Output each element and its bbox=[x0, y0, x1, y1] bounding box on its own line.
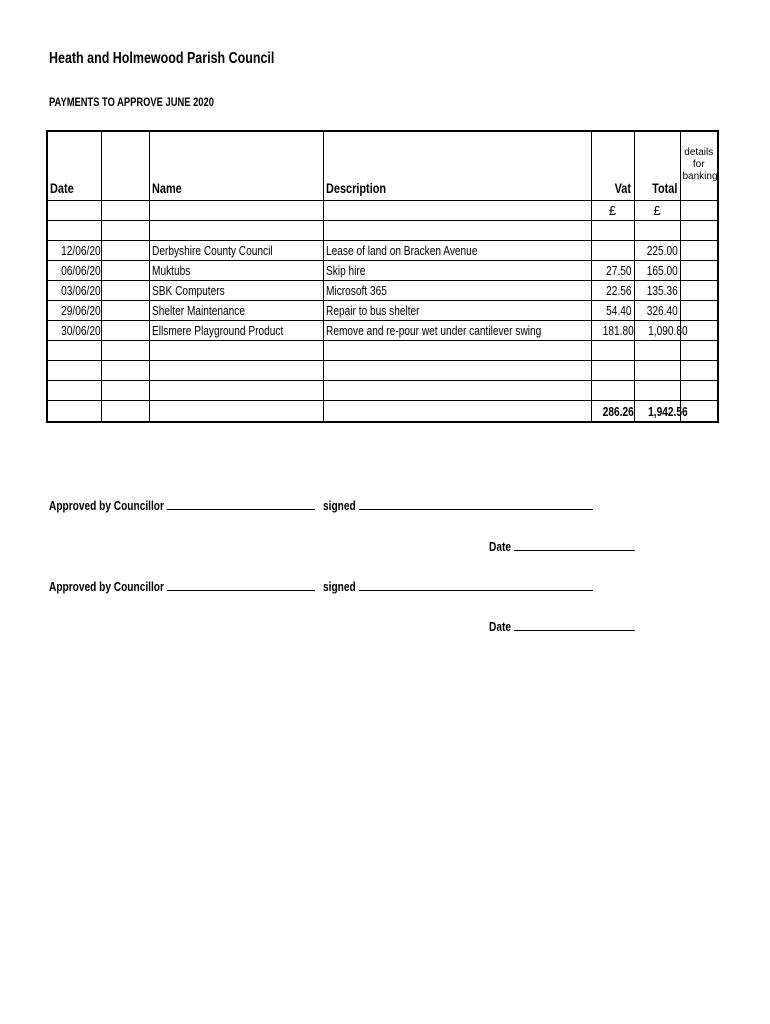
empty-row bbox=[47, 341, 718, 361]
payment-description: Skip hire bbox=[323, 261, 591, 281]
date-1-line[interactable] bbox=[514, 538, 635, 551]
empty-row bbox=[47, 381, 718, 401]
banking-cell bbox=[680, 241, 718, 261]
payments-table bbox=[46, 130, 719, 423]
header-blank bbox=[101, 131, 149, 201]
document-subtitle: PAYMENTS TO APPROVE JUNE 2020 bbox=[49, 95, 214, 109]
payment-description: Repair to bus shelter bbox=[323, 301, 591, 321]
vat-currency: £ bbox=[591, 201, 634, 221]
payment-date: 03/06/20 bbox=[47, 281, 101, 301]
payee-name: Ellsmere Playground Product bbox=[149, 321, 323, 341]
table-row bbox=[47, 261, 718, 281]
council-title: Heath and Holmewood Parish Council bbox=[49, 50, 275, 67]
banking-cell bbox=[680, 281, 718, 301]
empty-row bbox=[47, 221, 718, 241]
approval-1-councillor: Approved by Councillor bbox=[49, 497, 390, 513]
totals-row bbox=[47, 401, 718, 423]
blank-cell bbox=[101, 301, 149, 321]
header-name: Name bbox=[149, 131, 323, 201]
payment-total: 1,090.80 bbox=[634, 321, 680, 341]
payment-description: Microsoft 365 bbox=[323, 281, 591, 301]
payment-total: 165.00 bbox=[634, 261, 680, 281]
payment-date: 29/06/20 bbox=[47, 301, 101, 321]
table-header-row bbox=[47, 131, 718, 201]
table-row bbox=[47, 241, 718, 261]
payment-total: 135.36 bbox=[634, 281, 680, 301]
payee-name: Derbyshire County Council bbox=[149, 241, 323, 261]
payment-date: 12/06/20 bbox=[47, 241, 101, 261]
payment-total: 326.40 bbox=[634, 301, 680, 321]
payment-description: Lease of land on Bracken Avenue bbox=[323, 241, 591, 261]
empty-row bbox=[47, 361, 718, 381]
header-total: Total bbox=[634, 131, 680, 201]
blank-cell bbox=[101, 321, 149, 341]
payee-name: SBK Computers bbox=[149, 281, 323, 301]
blank-cell bbox=[101, 241, 149, 261]
payment-vat: 181.80 bbox=[591, 321, 634, 341]
payment-vat: 22.56 bbox=[591, 281, 634, 301]
approval-2-councillor: Approved by Councillor bbox=[49, 578, 390, 594]
approval-1-signed: signed bbox=[323, 497, 669, 513]
approval-2-date: Date bbox=[489, 618, 676, 634]
payee-name: Muktubs bbox=[149, 261, 323, 281]
approval-1-date: Date bbox=[489, 538, 676, 554]
payment-date: 30/06/20 bbox=[47, 321, 101, 341]
blank-cell bbox=[101, 261, 149, 281]
blank-cell bbox=[101, 281, 149, 301]
signed-1-line[interactable] bbox=[359, 497, 593, 510]
approval-2-signed: signed bbox=[323, 578, 669, 594]
grand-total: 1,942.56 bbox=[634, 401, 680, 423]
payment-vat: 54.40 bbox=[591, 301, 634, 321]
table-row bbox=[47, 321, 718, 341]
vat-total: 286.26 bbox=[591, 401, 634, 423]
currency-row bbox=[47, 201, 718, 221]
header-date: Date bbox=[47, 131, 101, 201]
signed-2-line[interactable] bbox=[359, 578, 593, 591]
councillor-2-line[interactable] bbox=[167, 578, 315, 591]
councillor-1-line[interactable] bbox=[167, 497, 315, 510]
table-row bbox=[47, 301, 718, 321]
payee-name: Shelter Maintenance bbox=[149, 301, 323, 321]
payment-total: 225.00 bbox=[634, 241, 680, 261]
header-banking: details for banking bbox=[680, 131, 718, 201]
total-currency: £ bbox=[634, 201, 680, 221]
header-vat: Vat bbox=[591, 131, 634, 201]
payment-vat: 27.50 bbox=[591, 261, 634, 281]
banking-cell bbox=[680, 261, 718, 281]
payment-date: 06/06/20 bbox=[47, 261, 101, 281]
table-row bbox=[47, 281, 718, 301]
payment-description: Remove and re-pour wet under cantilever swing bbox=[323, 321, 591, 341]
payment-vat bbox=[591, 241, 634, 261]
banking-cell bbox=[680, 301, 718, 321]
date-2-line[interactable] bbox=[514, 618, 635, 631]
header-description: Description bbox=[323, 131, 591, 201]
